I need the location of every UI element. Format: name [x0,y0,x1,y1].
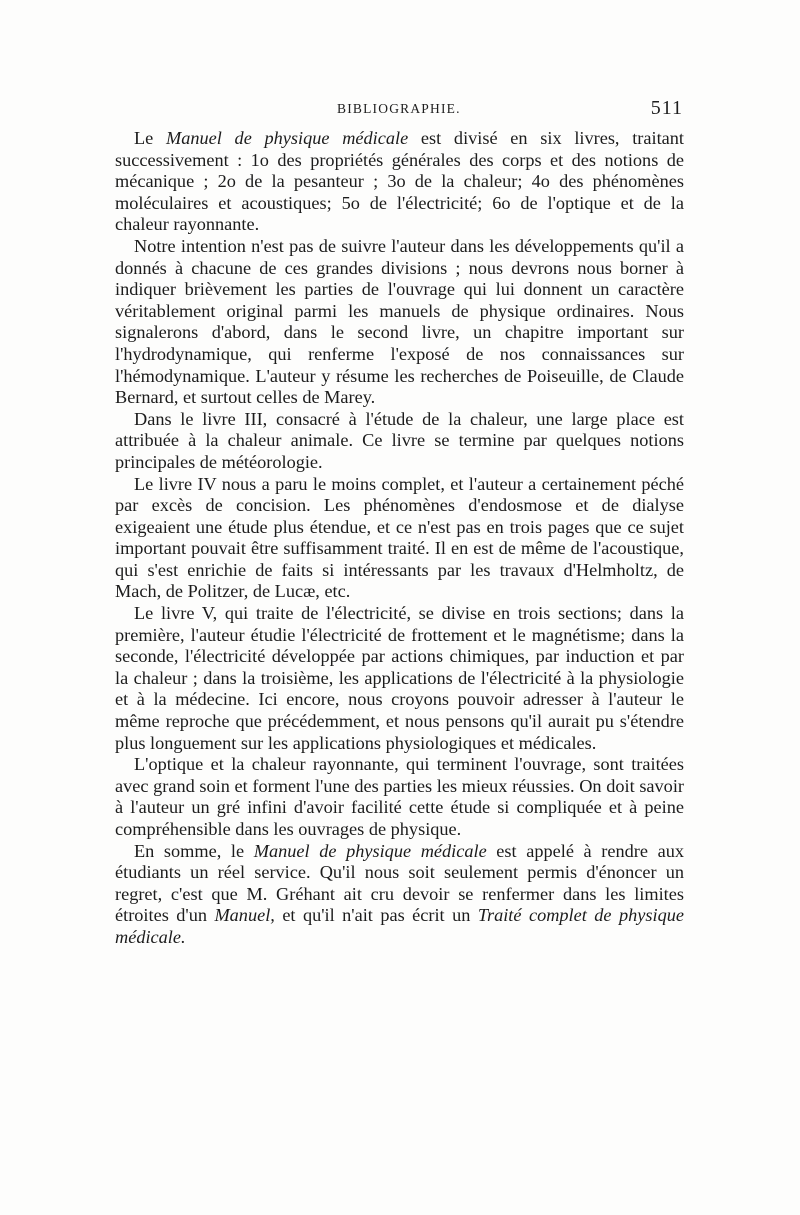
text-run: et qu'il n'ait pas écrit un [274,905,478,926]
text-run: Le livre IV nous a paru le moins complet, et l'auteur a certainement péché par excès de concision. Les phénomènes d'endosmose et de dialyse exigeaient une étude plus étendue, et ce n'est pas en trois pages que ce sujet important pouvait être suffisamment traité. Il en est de même de l'acoustique, qui s'est enrichie de faits si intéressants par les travaux d'Helmholtz, de Mach, de Politzer, de Lucæ, etc. [115,473,684,602]
paragraph [115,603,684,754]
page-header [115,97,685,121]
running-title: BIBLIOGRAPHIE. [337,101,461,116]
italic-title: Traité complet de physique médicale. [115,905,684,947]
italic-title: Manuel, [214,905,275,926]
text-run: est appelé à rendre aux étudiants un réel service. Qu'il nous soit seulement permis d'énoncer un regret, c'est que M. Gréhant ait cru devoir se renfermer dans les limites étroites d'un [115,840,684,926]
italic-title: Manuel de physique médicale [166,128,409,148]
paragraph [115,754,684,840]
text-run: En somme, le [134,840,254,861]
page-number: 511 [650,97,683,119]
review-text [115,128,684,949]
text-run: est divisé en six livres, traitant successivement : 1o des propriétés générales des corps et des notions de mécanique ; 2o de la pesanteur ; 3o de la chaleur; 4o des phénomènes moléculaires et acoustiques; 5o de l'électricité; 6o de l'optique et de la chaleur rayonnante. [115,128,684,235]
text-run: L'optique et la chaleur rayonnante, qui terminent l'ouvrage, sont traitées avec grand soin et forment l'une des parties les mieux réussies. On doit savoir à l'auteur un gré infini d'avoir facilité cette étude si compliquée et à peine compréhensible dans les ouvrages de physique. [115,754,684,839]
paragraph [115,409,684,474]
paragraph [115,236,684,409]
paragraph [115,841,684,949]
text-run: Le [134,128,166,148]
paragraph [115,474,684,604]
text-run: Le livre V, qui traite de l'électricité, se divise en trois sections; dans la première, l'auteur étudie l'électricité de frottement et le magnétisme; dans la seconde, l'électricité développée par actions chimiques, par induction et par la chaleur ; dans la troisième, les applications de l'électricité à la physiologie et à la médecine. Ici encore, nous croyons pouvoir adresser à l'auteur le même reproche que précédemment, et nous pensons qu'il aurait pu s'étendre plus longuement sur les applications physiologiques et médicales. [115,603,684,753]
text-run: Notre intention n'est pas de suivre l'auteur dans les développements qu'il a donnés à chacune de ces grandes divisions ; nous devrons nous borner à indiquer brièvement les parties de l'ouvrage qui lui donnent un caractère véritablement original parmi les manuels de physique ordinaires. Nous signalerons d'abord, dans le second livre, un chapitre important sur l'hydrodynamique, qui renferme l'exposé de nos connaissances sur l'hémodynamique. L'auteur y résume les recherches de Poiseuille, de Claude Bernard, et surtout celles de Marey. [115,235,684,408]
italic-title: Manuel de physique médicale [253,840,487,861]
paragraph [115,128,684,236]
text-run: Dans le livre III, consacré à l'étude de la chaleur, une large place est attribuée à la chaleur animale. Ce livre se termine par quelques notions principales de météorologie. [115,408,684,472]
